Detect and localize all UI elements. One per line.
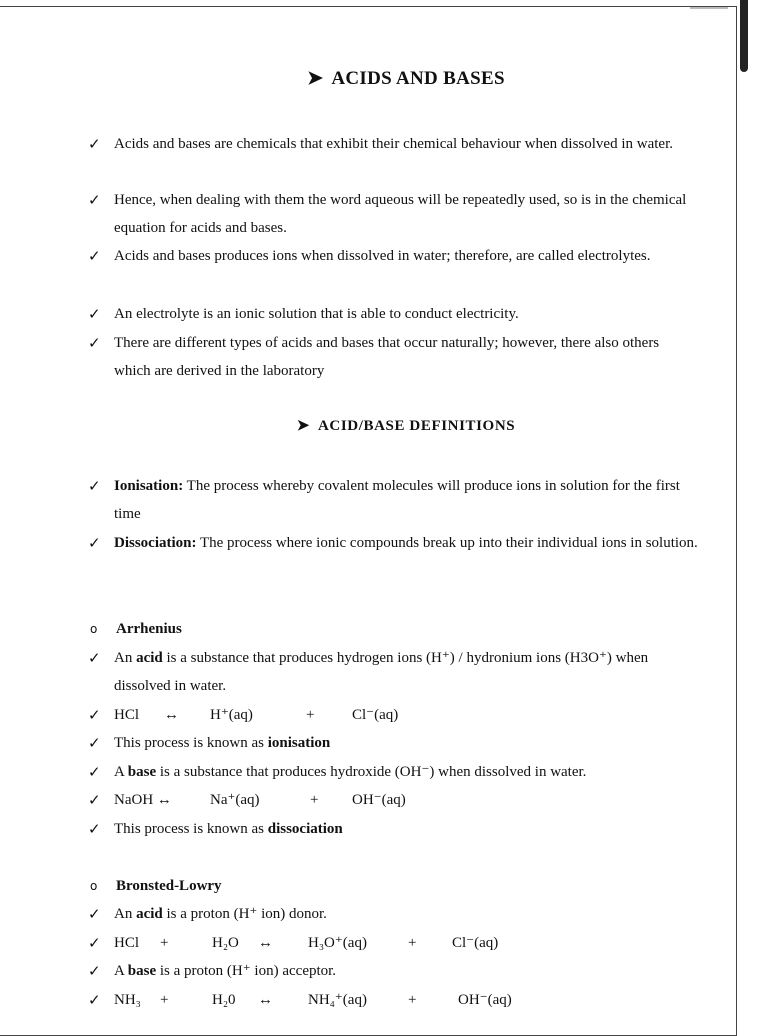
equation-hcl-water: ✓ HCl + H₂O ↔ H₃O⁺(aq) + Cl⁻(aq) <box>88 929 698 957</box>
checkmark-icon: ✓ <box>88 191 101 209</box>
circle-bullet-icon: o <box>90 879 98 893</box>
checkmark-icon: ✓ <box>88 534 101 552</box>
checkmark-icon: ✓ <box>88 649 101 667</box>
checkmark-icon: ✓ <box>88 820 101 838</box>
definition-text: The process whereby covalent molecules will produce ions in solution for the first time <box>114 478 680 522</box>
definition-dissociation <box>88 529 698 557</box>
scrollbar[interactable] <box>740 0 748 72</box>
list-item <box>88 130 698 158</box>
term-ionisation: Ionisation: <box>114 478 184 494</box>
equation-naoh: ✓ NaOH ↔ Na⁺(aq) + OH⁻(aq) <box>88 786 698 814</box>
list-item: ✓ A base is a substance that produces hydroxide (OH⁻) when dissolved in water. <box>88 758 698 786</box>
checkmark-icon: ✓ <box>88 734 101 752</box>
checkmark-icon: ✓ <box>88 305 101 323</box>
definition-ionisation <box>88 472 698 528</box>
checkmark-icon: ✓ <box>88 135 101 153</box>
list-item: ✓ A base is a proton (H⁺ ion) acceptor. <box>88 957 698 985</box>
checkmark-icon: ✓ <box>88 706 101 724</box>
arrow-bullet-icon: ➤ <box>307 68 324 89</box>
circle-bullet-icon: o <box>90 622 98 636</box>
list-item <box>88 329 698 385</box>
checkmark-icon: ✓ <box>88 477 101 495</box>
definition-text: The process where ionic compounds break up into their individual ions in solution. <box>199 535 698 551</box>
checkmark-icon: ✓ <box>88 334 101 352</box>
bullet-text: Acids and bases are chemicals that exhibit their chemical behaviour when dissolved in water. <box>114 136 673 152</box>
arrow-bullet-icon: ➤ <box>296 418 310 434</box>
checkmark-icon: ✓ <box>88 991 101 1009</box>
bullet-text: There are different types of acids and bases that occur naturally; however, there also others which are derived in the laboratory <box>114 335 660 379</box>
list-item <box>88 300 698 328</box>
list-item: ✓ This process is known as dissociation <box>88 815 698 843</box>
checkmark-icon: ✓ <box>88 905 101 923</box>
bullet-text: Acids and bases produces ions when dissolved in water; therefore, are called electrolytes. <box>114 248 651 264</box>
list-item: ✓ An acid is a substance that produces hydrogen ions (H⁺) / hydronium ions (H3O⁺) when dissolved in water. <box>88 644 698 700</box>
equation-hcl: ✓ HCl ↔ H⁺(aq) + Cl⁻(aq) <box>88 701 698 729</box>
checkmark-icon: ✓ <box>88 763 101 781</box>
equation-nh3-water: ✓ NH₃ + H₂0 ↔ NH₄⁺(aq) + OH⁻(aq) <box>88 986 698 1014</box>
list-item: ✓ This process is known as ionisation <box>88 729 698 757</box>
section-title-definitions: ➤ ACID/BASE DEFINITIONS <box>296 418 516 434</box>
list-item <box>88 242 698 270</box>
list-item: ✓ An acid is a proton (H⁺ ion) donor. <box>88 900 698 928</box>
checkmark-icon: ✓ <box>88 791 101 809</box>
bullet-text: Hence, when dealing with them the word aqueous will be repeatedly used, so is in the chemical equation for acids and bases. <box>114 192 687 236</box>
term-dissociation: Dissociation: <box>114 535 197 551</box>
bullet-text: An electrolyte is an ionic solution that is able to conduct electricity. <box>114 306 519 322</box>
checkmark-icon: ✓ <box>88 247 101 265</box>
subheading-bronsted-lowry: o Bronsted-Lowry <box>88 872 698 900</box>
section-title-acids-bases: ➤ ACIDS AND BASES <box>307 68 505 89</box>
checkmark-icon: ✓ <box>88 962 101 980</box>
subheading-arrhenius: o Arrhenius <box>88 615 698 643</box>
list-item <box>88 186 698 242</box>
checkmark-icon: ✓ <box>88 934 101 952</box>
page-edge <box>690 7 728 9</box>
